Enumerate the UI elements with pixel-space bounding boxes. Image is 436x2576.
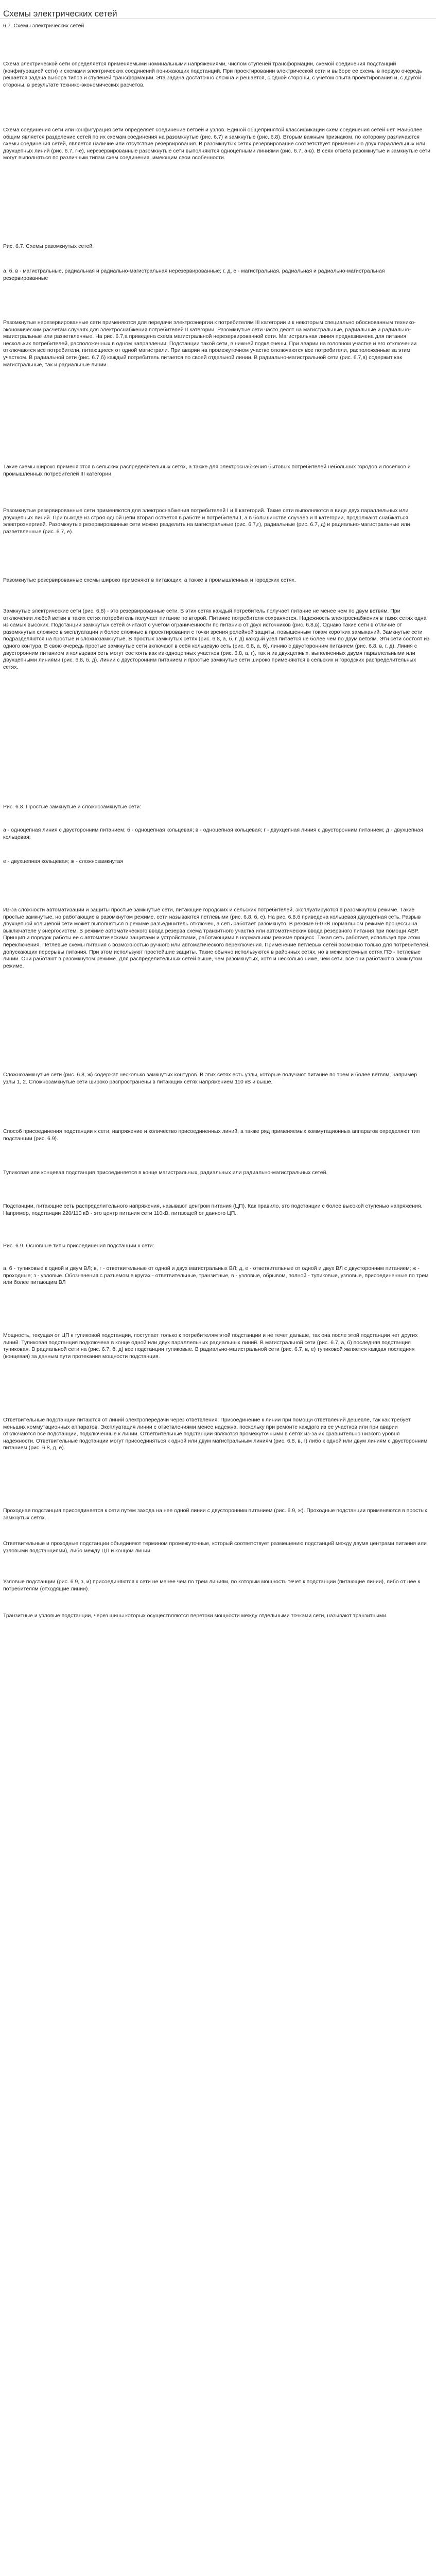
figure-caption-6-7: Рис. 6.7. Схемы разомкнутых сетей: — [3, 243, 94, 249]
paragraph-scheme-definition: Схема электрической сети определяется применяемыми номинальными напряжениями, числом ступеней трансформации, схемой соединения подстанций (конфигурацией сети) и схемами электрических соединений понижающих подстанций. При проектировании электрической сети и выборе ее схемы в первую очередь решается задача выбора типов и ступеней трансформации. Эта задача достаточно сложна и решается, с одной стороны, с учетом опыта проектирования и, с другой стороны, в результате технико-экономических расчетов. — [3, 61, 422, 88]
figure-legend-6-7: а, б, в - магистральные, радиальная и радиально-магистральная нерезервированные; г, д, е - магистральная, радиальная и радиально-магистральная резервированные — [3, 268, 385, 281]
paragraph-transit: Транзитные и узловые подстанции, через шины которых осуществляются перетоки мощности между отдельными точками сети, называют транзитными. — [3, 1613, 388, 1619]
paragraph-configuration: Схема соединения сети или конфигурация сети определяет соединение ветвей и узлов. Единой общепринятой классификации схем соединения сетей нет. Наиболее общим является разделение сетей по их схемам соединения на разомкнутые (рис. 6.7) и замкнутые (рис. 6.8). Вторым важным признаком, по которому различаются схемы соединения сетей, является наличие или отсутствие резервирования. В разомкнутых сетях резервирование соответствует применению двух параллельных или двухцепных линий (рис. 6.7, г-е), нерезервированные разомкнутые сети выполняются одноцепными линиями (рис. 6.7, а-в). В сеях ответа разомкнутые и замкнутые сети могут выполняться по различным типам схем соединения, имеющим свои особенности. — [3, 127, 430, 161]
paragraph-substation-type: Способ присоединения подстанции к сети, напряжение и количество присоединенных линий, а также ряд применяемых коммутационных аппаратов определяют тип подстанции (рис. 6.9). — [3, 1128, 420, 1142]
paragraph-complex-networks: Сложнозамкнутые сети (рис. 6.8, ж) содержат несколько замкнутых контуров. В этих сетях есть узлы, которые получают питание по трем и более ветвям, например узлы 1, 2. Сложнозамкнутые сети широко распространены в питающих сетях напряжением 110 кВ и выше. — [3, 1072, 417, 1085]
figure-caption-6-9: Рис. 6.9. Основные типы присоединения подстанции к сети: — [3, 1243, 154, 1249]
paragraph-open-reserved: Разомкнутые резервированные сети применяются для электроснабжения потребителей I и II категорий. Такие сети выполняются в виде двух параллельных или двухцепных линий. При выходе из строя одной цепи вторая остается в работе и потребители I, а в большинстве случаев и II категории, продолжают снабжаться электроэнергией. Разомкнутые резервированные сети можно разделить на магистральные (рис. 6.7,г), радиальные (рис. 6.7, д) и радиально-магистральные или разветвленные (рис. 6.7, е). — [3, 507, 410, 535]
paragraph-open-unreserved: Разомкнутые нерезервированные сети применяются для передачи электроэнергии к потребителям III категории и к некоторым специально обоснованным технико-экономическим расчетам случаях для электроснабжения потребителей II категории. Разомкнутые сети часто делят на магистральные, радиальные и радиально-магистральные или разветвленные. На рис. 6.7,а приведена схема магистральной нерезервированной сети. Магистральная линия предназначена для питания нескольких потребителей, расположенных в одном направлении. Подстанции такой сети, в нижней подключены. При аварии на головном участке и его отключении отключаются все потребители, питающиеся от одной магистрали. При аварии на промежуточном участке отключаются все потребители, расположенные за этим участком. В радиальной сети (рис. 6.7,б) каждый потребитель питается по своей отдельной линии. В радиально-магистральной сети (рис. 6.7,в) содержит как магистральные, так и радиальные линии. — [3, 319, 417, 368]
figure-legend-6-9: а, б - тупиковые к одной и двум ВЛ; в, г - ответвительные от одной и двух магистральных ВЛ; д, е - ответвительные от одной и двух ВЛ с двусторонним питанием; ж - проходные; з - узловые. Обозначения с разъемом в кругах - ответвительные, транзитные, в - узловые, обрывом, полной - тупиковые, узловые, присоединенные по трем или более питающим ВЛ — [3, 1265, 429, 1286]
paragraph-nodal: Узловые подстанции (рис. 6.9, з, и) присоединяются к сети не менее чем по трем линиям, по которым мощность течет к подстанции (питающие линии), либо от нее к потребителям (отходящие линии). — [3, 1579, 420, 1592]
paragraph-usage-rural: Такие схемы широко применяются в сельских распределительных сетях, а также для электроснабжения бытовых потребителей небольших городов и поселков и промышленных потребителей III категории. — [3, 464, 411, 477]
page-title: Схемы электрических сетей — [3, 9, 117, 19]
paragraph-pass-through: Проходная подстанция присоединяется к сети путем захода на нее одной линии с двусторонним питанием (рис. 6.9, ж). Проходные подстанции применяются в простых замкнутых сетях. — [3, 1507, 427, 1521]
figure-caption-6-8: Рис. 6.8. Простые замкнутые и сложнозамкнутые сети: — [3, 804, 142, 810]
paragraph-closed-networks: Замкнутые электрические сети (рис. 6.8) - это резервированные сети. В этих сетях каждый потребитель получает питание не менее чем по двум ветвям. При отключении любой ветви в таких сетях потребитель получает питание по второй. Питание потребителя сохраняется. Надежность электроснабжения в таких сетях одна из самых высоких. Подстанции замкнутых сетей считают с учетом ограниченности по питанию от двух источников (рис. 6.8,в). Однако такие сети в отличие от разомкнутых сложнее в эксплуатации и более сложные в проектировании с точки зрения релейной защиты, повышенным токам коротких замыканий. Замкнутые сети подразделяются на простые и сложнозамкнутые. В простых замкнутых сетях (рис. 6.8, а, б, г, д) каждый узел питается не более чем по двум ветвям. Эти сети состоят из одного контура. В свою очередь простые замкнутые сети включают в себя кольцевую сеть (рис. 6.8, а, б), линию с двусторонним питанием (рис. 6.8, в, г, д). Линия с двусторонним питанием и кольцевая сеть могут состоять как из одноцепных участков (рис. 6.8, а, г), так и из двухцепных, выполненных двумя параллельными или двухцепными линиями (рис. 6.8, б, д). Линии с двусторонним питанием и простые замкнутые сети широко применяются в сельских и городских распределительных сетях. — [3, 608, 430, 670]
paragraph-branch-substations: Ответвительные подстанции питаются от линий электропередачи через ответвления. Присоединение к линии при помощи ответвлений дешевле, так как требует меньших коммутационных аппаратов. Эксплуатация линии с ответвлениями менее надежна, поскольку при ремонте каждого из ее участков или при аварии отключаются все подстанции, подключенные к линии. Ответвительные подстанции являются промежуточными в сетях из-за их сравнительно низкого уровня надежности. Ответвительные подстанции могут присоединяться к одной или двум магистральным линиям (рис. 6.8, в, г) либо к одной или двум линиям с двусторонним питанием (рис. 6.8, д, е). — [3, 1417, 428, 1451]
paragraph-intermediate: Ответвительные и проходные подстанции объединяют термином промежуточные, который соответствует размещению подстанций между двумя центрами питания или узловыми подстанциями), либо между ЦП и концом линии. — [3, 1540, 427, 1554]
figure-legend-6-8-a: а - одноцепная линия с двусторонним питанием; б - одноцепная кольцевая; в - одноцепная кольцевая; г - двухцепная линия с двусторонним питанием; д - двухцепная кольцевая; — [3, 827, 423, 840]
paragraph-deadend-substation: Тупиковая или концевая подстанция присоединяется в конце магистральных, радиальных или радиально-магистральных сетей. — [3, 1170, 328, 1176]
title-bar — [0, 0, 436, 19]
paragraph-power-flow: Мощность, текущая от ЦП к тупиковой подстанции, поступает только к потребителям этой подстанции и не течет дальше, так она после этой подстанции нет других линий. Тупиковая подстанция подключена в конце одной или двух параллельных радиальных линий. В магистральной сети (рис. 6.7, а, б) последняя подстанция тупиковая. В радиальной сети на (рис. 6.7, б, д) все подстанции тупиковые. В радиально-магистральной сети (рис. 6.7, в, е) тупиковой является каждая последняя (концевая) за данным пути протекания мощности подстанция. — [3, 1332, 418, 1360]
section-heading: 6.7. Схемы электрических сетей — [3, 23, 84, 29]
paragraph-loop-networks: Из-за сложности автоматизации и защиты простые замкнутые сети, питающие городских и сельских потребителей, эксплуатируются в разомкнутом режиме. Такие простые замкнутые, но работающие в разомкнутом режиме, сети называются петлевыми (рис. 6.8, б, е). На рис. 6.8,б приведена кольцевая двухцепная сеть. Разрыв двухцепной кольцевой сети может выполняться в режиме разъединитель отключен, а сеть работает разомкнуто. В режиме 6-0 кВ нормальном режиме процессы на выключателе у энергосистем. В режиме автоматического ввода резерва схема транзитного участка или автоматических ввода резервного питания при помощи АВР. Принцип и порядок работы ее с автоматическими защитами и устройствами, работающими в нормальном режиме процесс. Такая сеть работает, используя при этом переключения. Петлевые схемы питания с возможностью ручного или автоматического переключения. Применение петлевых сетей возможно только для потребителей, допускающих перерывы питания. При этом используют простейшие защиты. Такие обычно используются в районных сетях, но в межсистемных сетях ПЭ - петлевые линии. Они работают в разомкнутом режиме. Для распределительных сетей выше, чем разомкнутых, хотя и несколько ниже, чем сети, все они работают в замкнутом режиме. — [3, 907, 430, 969]
paragraph-supply-center: Подстанции, питающие сеть распределительного напряжения, называют центром питания (ЦП). Как правило, это подстанции с более высокой ступенью напряжения. Например, подстанции 220/110 кВ - это центр питания сети 110кВ, питающей от данного ЦП. — [3, 1203, 423, 1216]
figure-legend-6-8-e: е - двухцепная кольцевая; ж - сложнозамкнутая — [3, 858, 124, 865]
paragraph-reserved-usage: Разомкнутые резервированные схемы широко применяют в питающих, а также в промышленных и городских сетях. — [3, 577, 296, 583]
